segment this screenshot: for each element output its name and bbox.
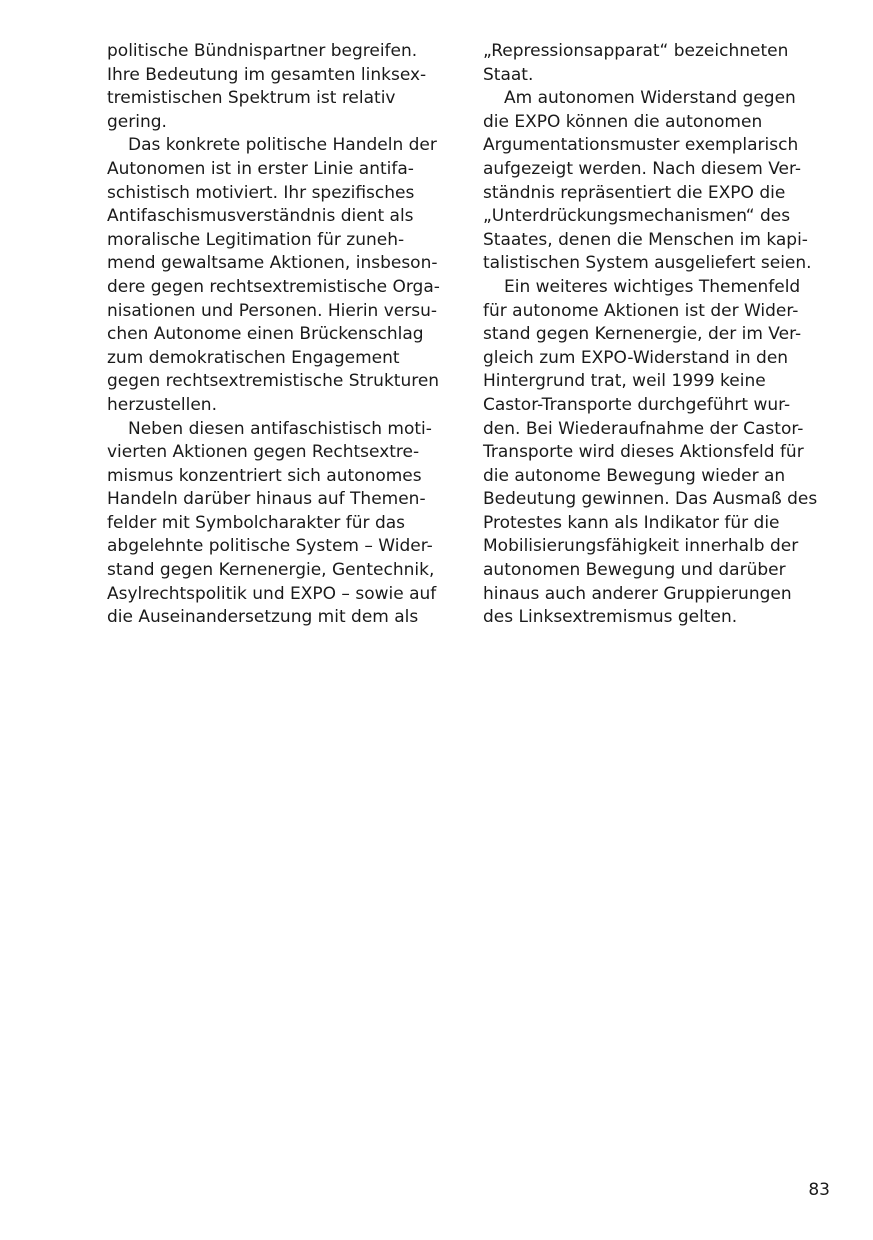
text-line: Neben diesen antifaschistisch moti-: [128, 418, 432, 439]
text-line: Antifaschismusverständnis dient als: [107, 206, 414, 227]
text-line: „Repressionsapparat“ bezeichneten: [483, 41, 789, 61]
text-line: vierten Aktionen gegen Rechtsextre-: [107, 442, 420, 463]
text-line: gleich zum EXPO-Widerstand in den: [483, 347, 789, 368]
text-line: ständnis repräsentiert die EXPO die: [483, 182, 786, 203]
text-line: tremistischen Spektrum ist relativ: [107, 88, 396, 109]
text-line: schistisch motiviert. Ihr spezifisches: [107, 182, 415, 203]
text-line: den. Bei Wiederaufnahme der Castor-: [483, 418, 804, 439]
text-line: des Linksextremismus gelten.: [483, 607, 738, 628]
text-line: Protestes kann als Indikator für die: [483, 512, 780, 533]
page-number: 83: [808, 1180, 830, 1200]
text-line: Handeln darüber hinaus auf Themen-: [107, 489, 426, 510]
text-line: die autonome Bewegung wieder an: [483, 465, 786, 486]
text-line: moralische Legitimation für zuneh-: [107, 229, 405, 250]
text-line: Ihre Bedeutung im gesamten linksex-: [107, 64, 427, 85]
text-line: die Auseinandersetzung mit dem als: [107, 607, 419, 628]
text-line: mismus konzentriert sich autonomes: [107, 465, 422, 486]
text-line: stand gegen Kernenergie, Gentechnik,: [107, 560, 435, 581]
text-line: Castor-Transporte durchgeführt wur-: [483, 394, 791, 415]
text-line: dere gegen rechtsextremistische Orga-: [107, 276, 440, 297]
text-line: Transporte wird dieses Aktionsfeld für: [483, 442, 804, 463]
text-column-right: [483, 40, 833, 630]
text-line: felder mit Symbolcharakter für das: [107, 512, 406, 533]
text-line: Autonomen ist in erster Linie antifa-: [107, 158, 414, 179]
text-line: zum demokratischen Engagement: [107, 347, 400, 368]
text-line: nisationen und Personen. Hierin versu-: [107, 300, 438, 321]
text-line: gegen rechtsextremistische Strukturen: [107, 371, 440, 392]
text-line: Mobilisierungsfähigkeit innerhalb der: [483, 536, 799, 557]
text-line: für autonome Aktionen ist der Wider-: [483, 300, 799, 321]
text-line: abgelehnte politische System – Wider-: [107, 536, 433, 557]
text-line: Hintergrund trat, weil 1999 keine: [483, 371, 766, 392]
text-line: gering.: [107, 111, 167, 132]
text-line: politische Bündnispartner begreifen.: [107, 41, 418, 61]
text-line: Staat.: [483, 64, 534, 85]
text-line: Staates, denen die Menschen im kapi-: [483, 229, 808, 250]
text-line: herzustellen.: [107, 394, 217, 415]
text-line: hinaus auch anderer Gruppierungen: [483, 583, 792, 604]
text-line: Asylrechtspolitik und EXPO – sowie auf: [107, 583, 437, 604]
text-column-left: [107, 40, 452, 630]
text-line: chen Autonome einen Brückenschlag: [107, 324, 424, 345]
text-line: mend gewaltsame Aktionen, insbeson-: [107, 253, 438, 274]
text-line: die EXPO können die autonomen: [483, 111, 763, 132]
text-line: „Unterdrückungsmechanismen“ des: [483, 206, 791, 227]
text-line: autonomen Bewegung und darüber: [483, 560, 786, 581]
text-line: talistischen System ausgeliefert seien.: [483, 253, 812, 274]
text-line: stand gegen Kernenergie, der im Ver-: [483, 324, 802, 345]
text-line: Am autonomen Widerstand gegen: [504, 88, 796, 109]
text-line: Argumentationsmuster exemplarisch: [483, 135, 799, 156]
text-line: Das konkrete politische Handeln der: [128, 135, 437, 156]
text-line: aufgezeigt werden. Nach diesem Ver-: [483, 158, 801, 179]
text-line: Ein weiteres wichtiges Themenfeld: [504, 276, 801, 297]
text-line: Bedeutung gewinnen. Das Ausmaß des: [483, 489, 818, 510]
